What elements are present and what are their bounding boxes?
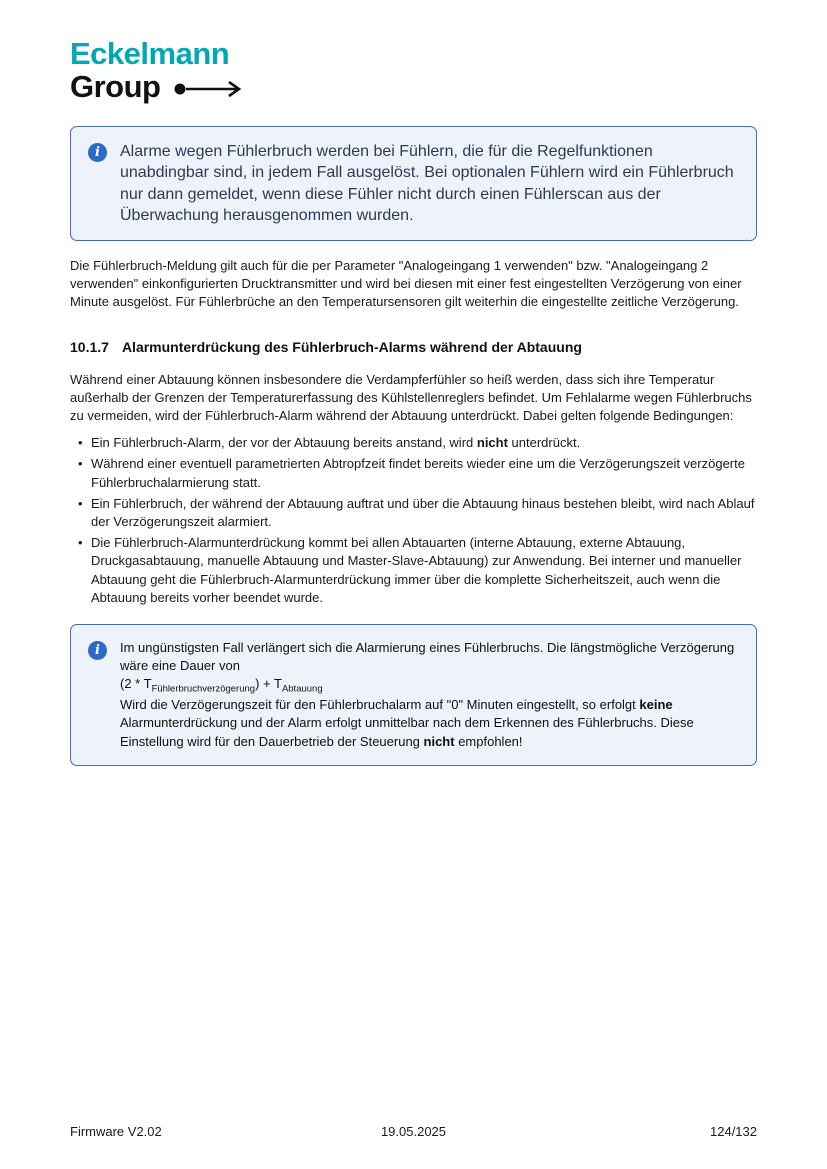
paragraph-sensor-break-message: Die Fühlerbruch-Meldung gilt auch für die per Parameter "Analogeingang 1 verwenden" bzw. "Analogeingang 2 verwenden" einkonfigurierten Drucktransmitter und wird bei diesen mit einer fest eingestellten Verzögerung von einer Minute ausgelöst. Für Fühlerbrüche an den Temperatursensoren gilt weiterhin die eingestellte zeitliche Verzögerung. — [70, 258, 742, 310]
footer-page-number: 124/132 — [710, 1124, 757, 1139]
list-item — [78, 434, 757, 452]
info-text: empfohlen! — [454, 733, 523, 749]
eckelmann-logo — [70, 38, 757, 102]
info-box-sensor-break — [70, 126, 757, 241]
paragraph-defrost-intro: Während einer Abtauung können insbesondere die Verdampferfühler so heiß werden, dass sich ihre Temperatur außerhalb der Grenzen der Temperaturerfassung des Kühlstellenreglers befindet. Um Fehlalarme wegen Fühlerbruchs zu vermeiden, wird der Fühlerbruch-Alarm während der Abtauung unterdrückt. Dabei gelten folgende Bedingungen: — [70, 371, 752, 423]
formula-text: (2 * T — [120, 676, 152, 692]
list-item-text: Ein Fühlerbruch-Alarm, der vor der Abtauung bereits anstand, wird — [91, 435, 477, 451]
section-title: Alarmunterdrückung des Fühlerbruch-Alarms während der Abtauung — [121, 338, 582, 355]
list-item-text: Die Fühlerbruch-Alarmunterdrückung kommt bei allen Abtauarten (interne Abtauung, externe Abtauung, Druckgasabtauung, manuelle Abtauung und Master-Slave-Abtauung) zur Anwendung. Bei interner und manueller Abtauung geht die Fühlerbruch-Alarmunterdrückung immer über die komplette Sicherheitszeit, auch wenn die Abtauung bereits vorher beendet wurde. — [91, 535, 742, 605]
list-item — [78, 455, 757, 491]
info-text: Alarmunterdrückung und der Alarm erfolgt unmittelbar nach dem Erkennen des Fühlerbruchs. Diese Einstellung wird für den Dauerbetrieb der Steuerung — [120, 715, 694, 749]
info-box-2-line2 — [120, 696, 739, 751]
list-item — [78, 534, 757, 607]
info-icon: i — [88, 143, 107, 162]
info-text-bold: nicht — [423, 733, 455, 749]
info-text: Wird die Verzögerungszeit für den Fühlerbruchalarm auf "0" Minuten eingestellt, so erfolgt — [120, 697, 640, 713]
formula-subscript: Abtauung — [281, 683, 323, 695]
info-box-2-line1: Im ungünstigsten Fall verlängert sich die Alarmierung eines Fühlerbruchs. Die längstmögliche Verzögerung wäre eine Dauer von — [120, 639, 735, 674]
list-item-text-bold: nicht — [476, 435, 508, 451]
formula-text: ) + T — [255, 676, 282, 692]
info-icon: i — [88, 641, 107, 660]
page-footer — [70, 1124, 757, 1139]
footer-firmware-version: Firmware V2.02 — [70, 1124, 162, 1139]
list-item — [78, 495, 757, 531]
logo-wordmark-eckelmann: Eckelmann — [70, 36, 230, 71]
logo-group-row — [70, 71, 757, 102]
info-box-delay-note — [70, 624, 757, 766]
logo-wordmark-group: Group — [70, 69, 161, 104]
info-box-1-text: Alarme wegen Fühlerbruch werden bei Fühlern, die für die Regelfunktionen unabdingbar sind, in jedem Fall ausgelöst. Bei optionalen Fühlern wird ein Fühlerbruch nur dann gemeldet, wenn diese Fühler nicht durch einen Fühlerscan aus der Überwachung herausgenommen wurden. — [120, 143, 734, 224]
section-heading — [70, 339, 757, 355]
info-text-bold: keine — [639, 697, 673, 713]
footer-date: 19.05.2025 — [380, 1124, 447, 1139]
formula-subscript: Fühlerbruchverzögerung — [151, 683, 256, 695]
info-box-2-text — [120, 639, 739, 751]
section-number: 10.1.7 — [70, 338, 109, 355]
delay-formula — [120, 675, 739, 696]
list-item-text: unterdrückt. — [507, 435, 581, 451]
list-item-text: Ein Fühlerbruch, der während der Abtauung auftrat und über die Abtauung hinaus bestehen bleibt, wird nach Ablauf der Verzögerungszeit alarmiert. — [91, 495, 755, 529]
list-item-text: Während einer eventuell parametrierten Abtropfzeit findet bereits wieder eine um die Verzögerungszeit verzögerte Fühlerbruchalarmierung statt. — [91, 456, 745, 490]
conditions-list — [70, 434, 757, 607]
logo-arrow-icon — [173, 80, 247, 98]
